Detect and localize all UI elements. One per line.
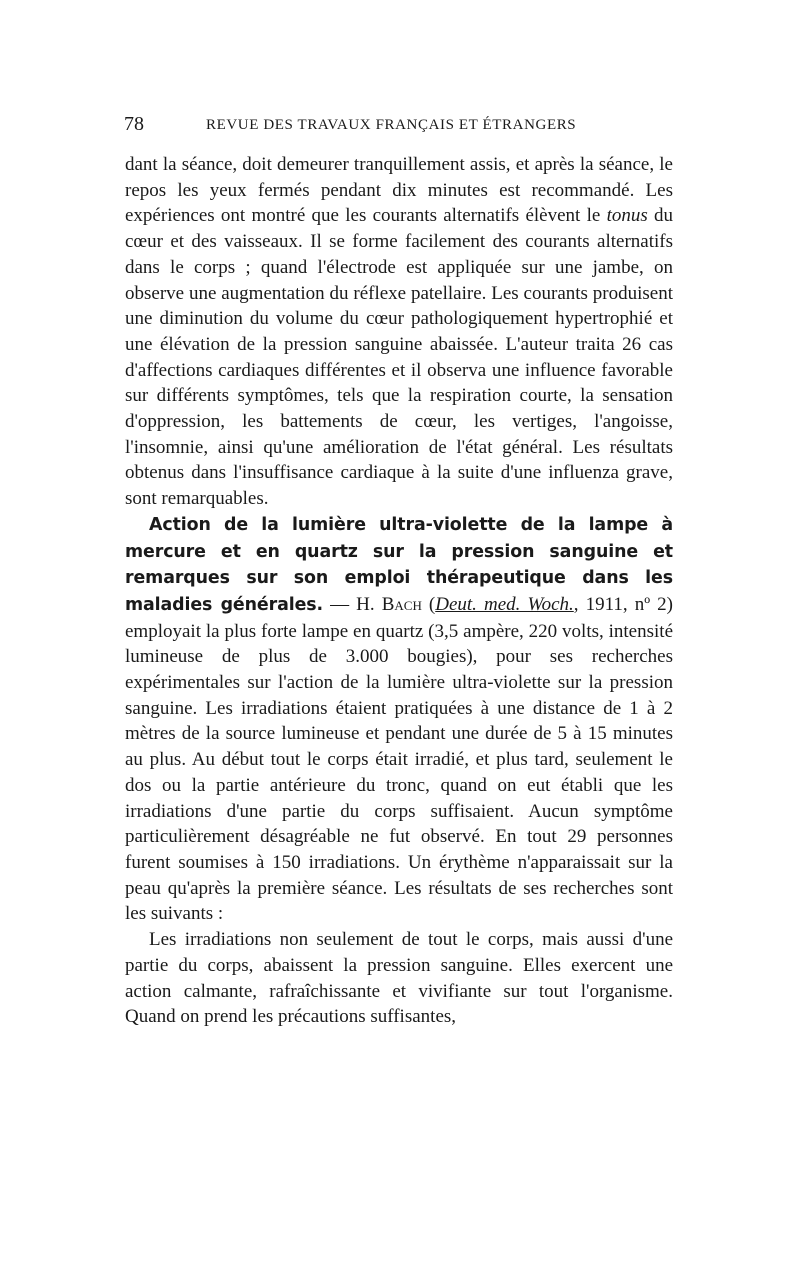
italic-term: tonus (606, 205, 648, 227)
paragraph-text: — H. (323, 593, 382, 615)
paragraph-results: Les irradiations non seulement de tout le corps, mais aussi d'une partie du corps, abaissent la pression sanguine. Elles exercent une action calmante, rafraîchissante et vivifiante sur tout l'organisme. Quand on prend les précautions suffisantes, (125, 929, 673, 1028)
paragraph-text: ( (421, 593, 436, 615)
running-head: REVUE DES TRAVAUX FRANÇAIS ET ÉTRANGERS (206, 117, 577, 133)
source-journal: Deut. med. Woch. (435, 593, 574, 615)
page-header (124, 113, 674, 143)
page-number: 78 (124, 113, 144, 135)
author-name: Bach (381, 593, 422, 615)
paragraph-text: dant la séance, doit demeurer tranquillement assis, et après la séance, le repos les yeux fermés pendant dix minutes est recommandé. Les expériences ont montré que les courants alternatifs élèvent le (125, 154, 673, 227)
paragraph-article (125, 512, 673, 927)
paragraph-text: du cœur et des vaisseaux. Il se forme facilement des courants alternatifs dans le corps ; quand l'électrode est appliquée sur une jambe, on observe une augmentation du réflexe patellaire. Les courants produisent une diminution du volume du cœur pathologiquement hypertrophié et une élévation de la pression sanguine abaissée. L'auteur traita 26 cas d'affections cardiaques différentes et il observa une influence favorable sur différents symptômes, tels que la respiration courte, la sensation d'oppression, les battements de cœur, les vertiges, l'angoisse, l'insomnie, ainsi qu'une amélioration de l'état général. Les résultats obtenus dans l'insuffisance cardiaque à la suite d'une influenza grave, sont remarquables. (125, 205, 674, 510)
body-text (125, 152, 673, 1030)
paragraph-text: , 1911, nº 2) employait la plus forte lampe en quartz (3,5 ampère, 220 volts, intensité lumineuse de plus de 3.000 bougies), pour ses recherches expérimentales sur l'action de la lumière ultra-violette sur la pression sanguine. Les irradiations étaient pratiquées à une distance de 1 à 2 mètres de la source lumineuse et pendant une durée de 5 à 15 minutes au plus. Au début tout le corps était irradié, et plus tard, seulement le dos ou la partie antérieure du tronc, quand on eut établi que les irradiations d'une partie du corps suffisaient. Aucun symptôme particulièrement désagréable ne fut observé. En tout 29 personnes furent soumises à 150 irradiations. Un érythème n'apparaissait sur la peau qu'après la première séance. Les résultats de ses recherches sont les suivants : (125, 593, 673, 925)
article-title: Action de la lumière ultra-violette de la lampe à mercure et en quartz sur la pression sanguine et remarques sur son emploi thérapeutique dans les maladies générales. (125, 514, 673, 615)
paragraph-continuation (125, 152, 673, 512)
